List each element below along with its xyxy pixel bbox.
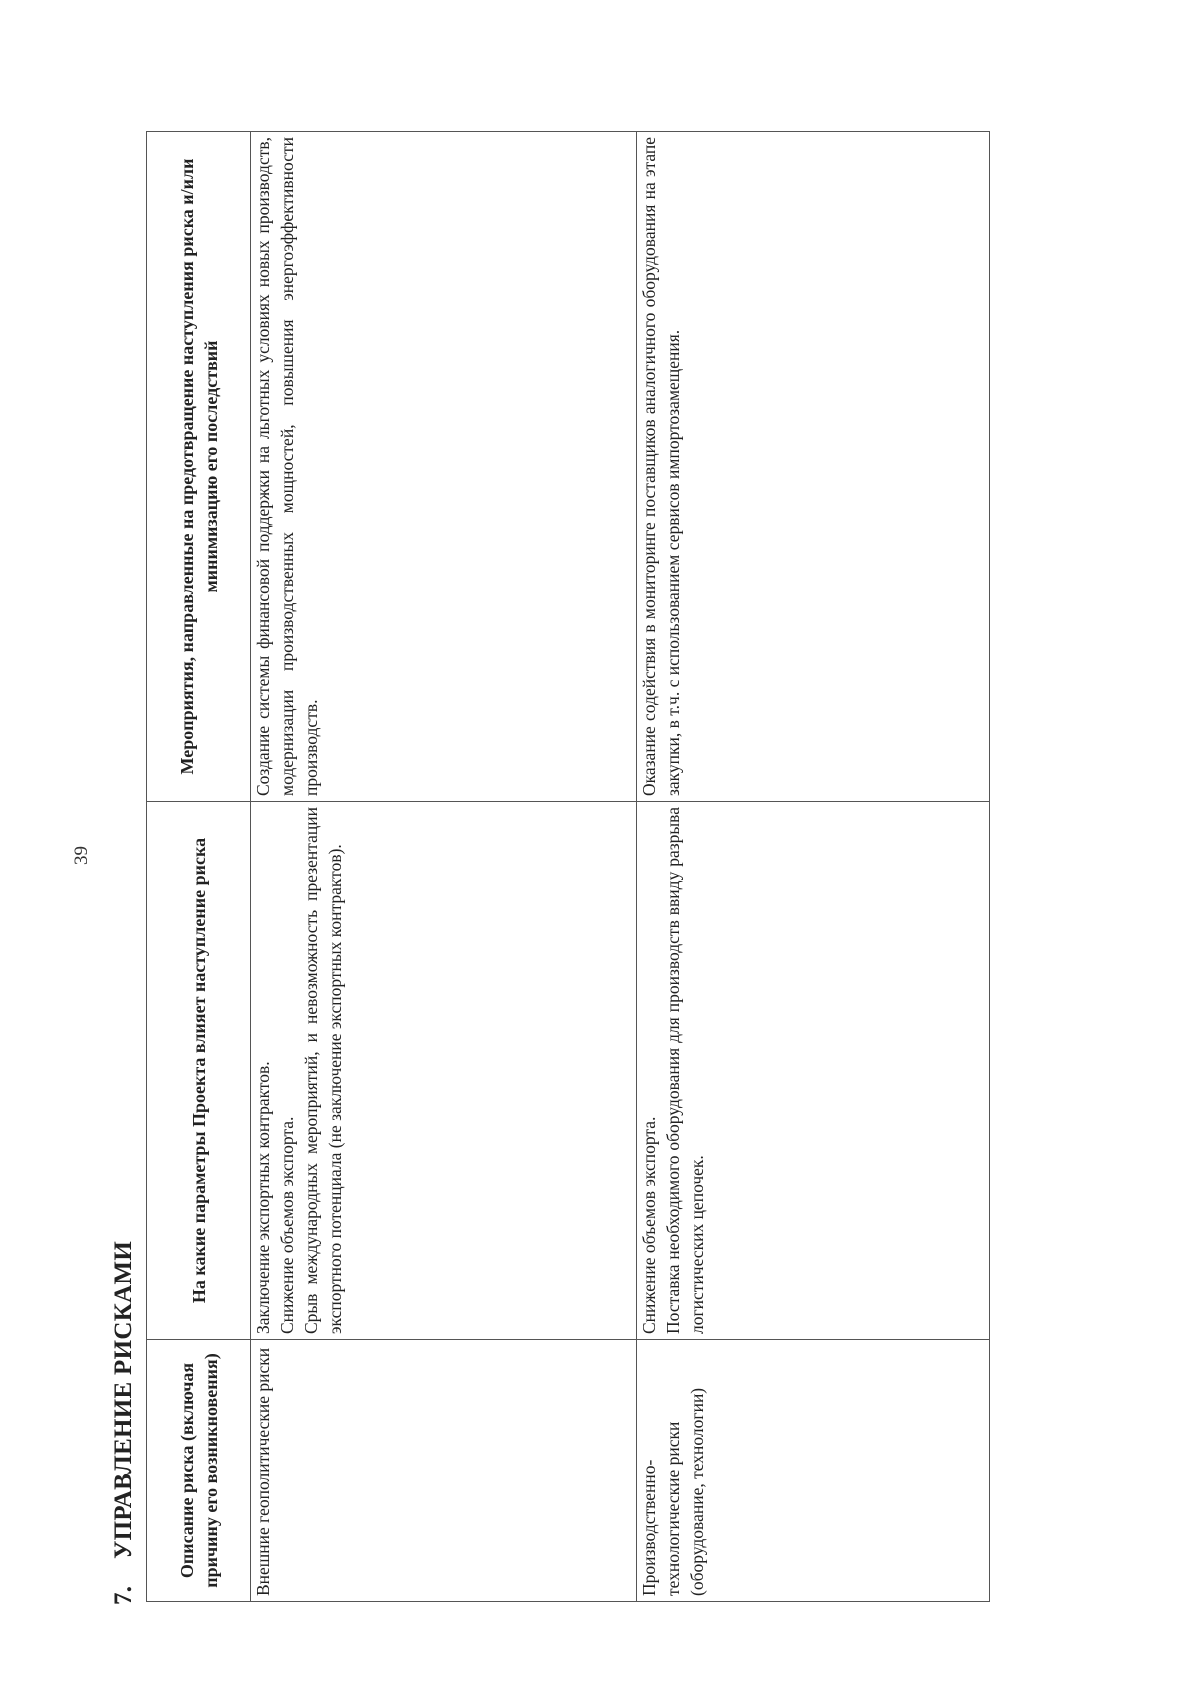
parameter-item: Снижение объемов экспорта. (639, 1116, 659, 1334)
affected-parameters-cell (637, 802, 990, 1340)
affected-parameters-cell (251, 802, 637, 1340)
header-mitigation-measures: Мероприятия, направленные на предотвращение наступления риска и/или минимизацию его последствий (147, 132, 251, 802)
parameter-item: Заключение экспортных контрактов. (253, 1061, 273, 1334)
page-number: 39 (71, 846, 92, 866)
parameter-item: Поставка необходимого оборудования для производств ввиду разрыва логистических цепочек. (663, 807, 707, 1334)
rotated-page-content (100, 85, 1050, 1605)
parameter-item: Снижение объемов экспорта. (277, 1116, 297, 1334)
header-risk-description: Описание риска (включая причину его возникновения) (147, 1340, 251, 1602)
section-heading (100, 1241, 148, 1605)
mitigation-measures-cell: Оказание содействия в мониторинге поставщиков аналогичного оборудования на этапе закупки, в т.ч. с использованием сервисов импортозамещения. (637, 132, 990, 802)
table-row (637, 132, 990, 1602)
section-number: 7. (110, 1585, 137, 1605)
header-affected-parameters: На какие параметры Проекта влияет наступление риска (147, 802, 251, 1340)
risk-management-table (146, 131, 990, 1602)
risk-description-cell: Производственно-технологические риски (оборудование, технологии) (637, 1340, 990, 1602)
section-title: УПРАВЛЕНИЕ РИСКАМИ (110, 1240, 137, 1559)
parameter-item: Срыв международных мероприятий, и невозможность презентации экспортного потенциала (не заключение экспортных контрактов). (301, 807, 345, 1334)
table-row (251, 132, 637, 1602)
mitigation-measures-cell: Создание системы финансовой поддержки на льготных условиях новых производств, модернизации производственных мощностей, повышения энергоэффективности производств. (251, 132, 637, 802)
risk-description-cell: Внешние геополитические риски (251, 1340, 637, 1602)
table-header-row (147, 132, 251, 1602)
